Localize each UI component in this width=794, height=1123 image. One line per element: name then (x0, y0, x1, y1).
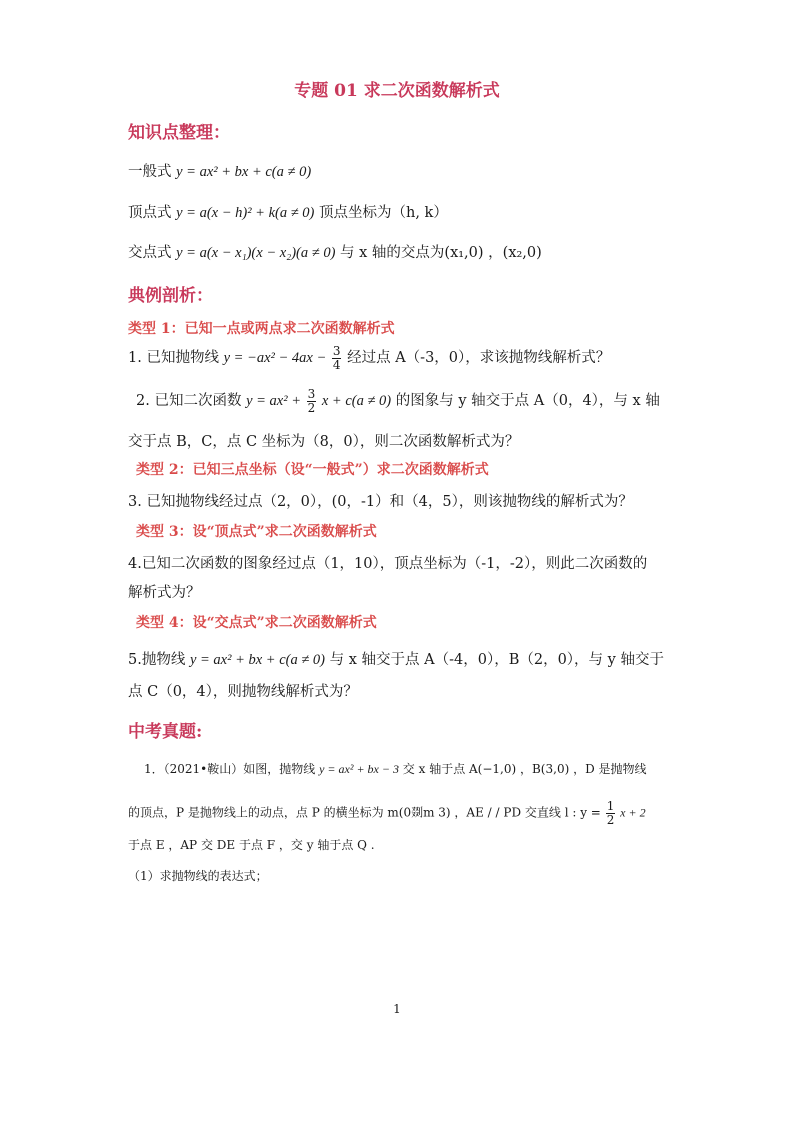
p1-line2-b: x + 2 (620, 805, 646, 820)
q1-formula: y = −ax² − 4ax − (223, 350, 327, 367)
q1-prefix: 1. 已知抛物线 (128, 350, 219, 367)
question-5 (128, 648, 664, 669)
question-2-line-2: 交于点 B，C，点 C 坐标为（8，0），则二次函数解析式为？ (128, 434, 520, 450)
q2-prefix: 2. 已知二次函数 (136, 393, 242, 410)
general-form-formula: y = ax² + bx + c(a ≠ 0) (176, 164, 312, 180)
question-3: 3. 已知抛物线经过点（2，0），(0，-1）和（4，5），则该抛物线的解析式为？ (128, 494, 633, 510)
q2-formula-a: y = ax² + (246, 393, 301, 410)
vertex-form-label: 顶点式 (128, 205, 172, 221)
type4-heading: 类型 4：设“交点式”求二次函数解析式 (136, 615, 377, 631)
p1-frac-den: 2 (606, 812, 615, 827)
intersect-form-label: 交点式 (128, 245, 172, 261)
exam-heading: 中考真题: (128, 722, 203, 742)
page-number: 1 (393, 1002, 401, 1016)
q2-frac-num: 3 (307, 387, 316, 401)
question-4: 4.已知二次函数的图象经过点（1，10），顶点坐标为（-1，-2），则此二次函数的 (128, 556, 648, 572)
p1-fraction (606, 800, 616, 826)
vertex-form-line (128, 201, 448, 222)
p1-mid: 交 x 轴于点 A(−1,0) ，B(3,0) ，D 是抛物线 (402, 762, 647, 776)
p1-frac-num: 1 (606, 799, 615, 813)
type3-heading: 类型 3：设“顶点式”求二次函数解析式 (136, 524, 377, 540)
q5-prefix: 5.抛物线 (128, 652, 186, 668)
q1-fraction (332, 345, 342, 371)
intersect-form-tail: 与 x 轴的交点为(x₁,0) ，(x₂,0) (340, 245, 542, 261)
page-title: 专题 01 求二次函数解析式 (294, 81, 500, 101)
p1-formula: y = ax² + bx − 3 (319, 762, 399, 776)
question-4-line-2: 解析式为？ (128, 585, 201, 601)
q1-frac-den: 4 (332, 357, 341, 372)
type1-heading: 类型 1：已知一点或两点求二次函数解析式 (128, 321, 395, 337)
intersect-form-formula: y = a(x − x₁)(x − x₂)(a ≠ 0) (176, 245, 336, 261)
q2-frac-den: 2 (307, 400, 316, 415)
q1-suffix: 经过点 A（-3，0），求该抛物线解析式？ (347, 350, 611, 367)
question-2 (136, 388, 660, 414)
q2-fraction (307, 388, 317, 414)
question-1 (128, 345, 610, 371)
p1-prefix: 1．（2021•鞍山）如图，抛物线 (144, 762, 316, 776)
knowledge-heading: 知识点整理： (128, 123, 230, 143)
q2-formula-b: x + c(a ≠ 0) (321, 393, 392, 410)
q5-formula: y = ax² + bx + c(a ≠ 0) (189, 652, 326, 668)
q5-suffix: 与 x 轴交于点 A（-4，0），B（2，0），与 y 轴交于 (329, 652, 664, 668)
vertex-form-formula: y = a(x − h)² + k(a ≠ 0) (176, 205, 315, 221)
type2-heading: 类型 2：已知三点坐标（设“一般式”）求二次函数解析式 (136, 462, 489, 478)
exam-problem-1-sub-1: （1）求抛物线的表达式； (128, 869, 268, 883)
exam-problem-1-line-2 (128, 800, 646, 826)
vertex-form-tail: 顶点坐标为（h, k） (319, 205, 448, 221)
intersect-form-line (128, 241, 542, 262)
general-form-label: 一般式 (128, 164, 172, 180)
examples-heading: 典例剖析： (128, 286, 213, 306)
p1-line2-a: 的顶点，P 是抛物线上的动点，点 P 的横坐标为 m(0剟m 3) ，AE / / PD 交直线 l : y = (128, 805, 601, 820)
general-form-line (128, 160, 311, 181)
exam-problem-1 (144, 760, 647, 777)
question-5-line-2: 点 C（0，4），则抛物线解析式为？ (128, 684, 358, 700)
exam-problem-1-line-3: 于点 E ，AP 交 DE 于点 F ，交 y 轴于点 Q . (128, 838, 375, 852)
q2-suffix: 的图象与 y 轴交于点 A（0，4），与 x 轴 (395, 393, 660, 410)
q1-frac-num: 3 (332, 344, 341, 358)
